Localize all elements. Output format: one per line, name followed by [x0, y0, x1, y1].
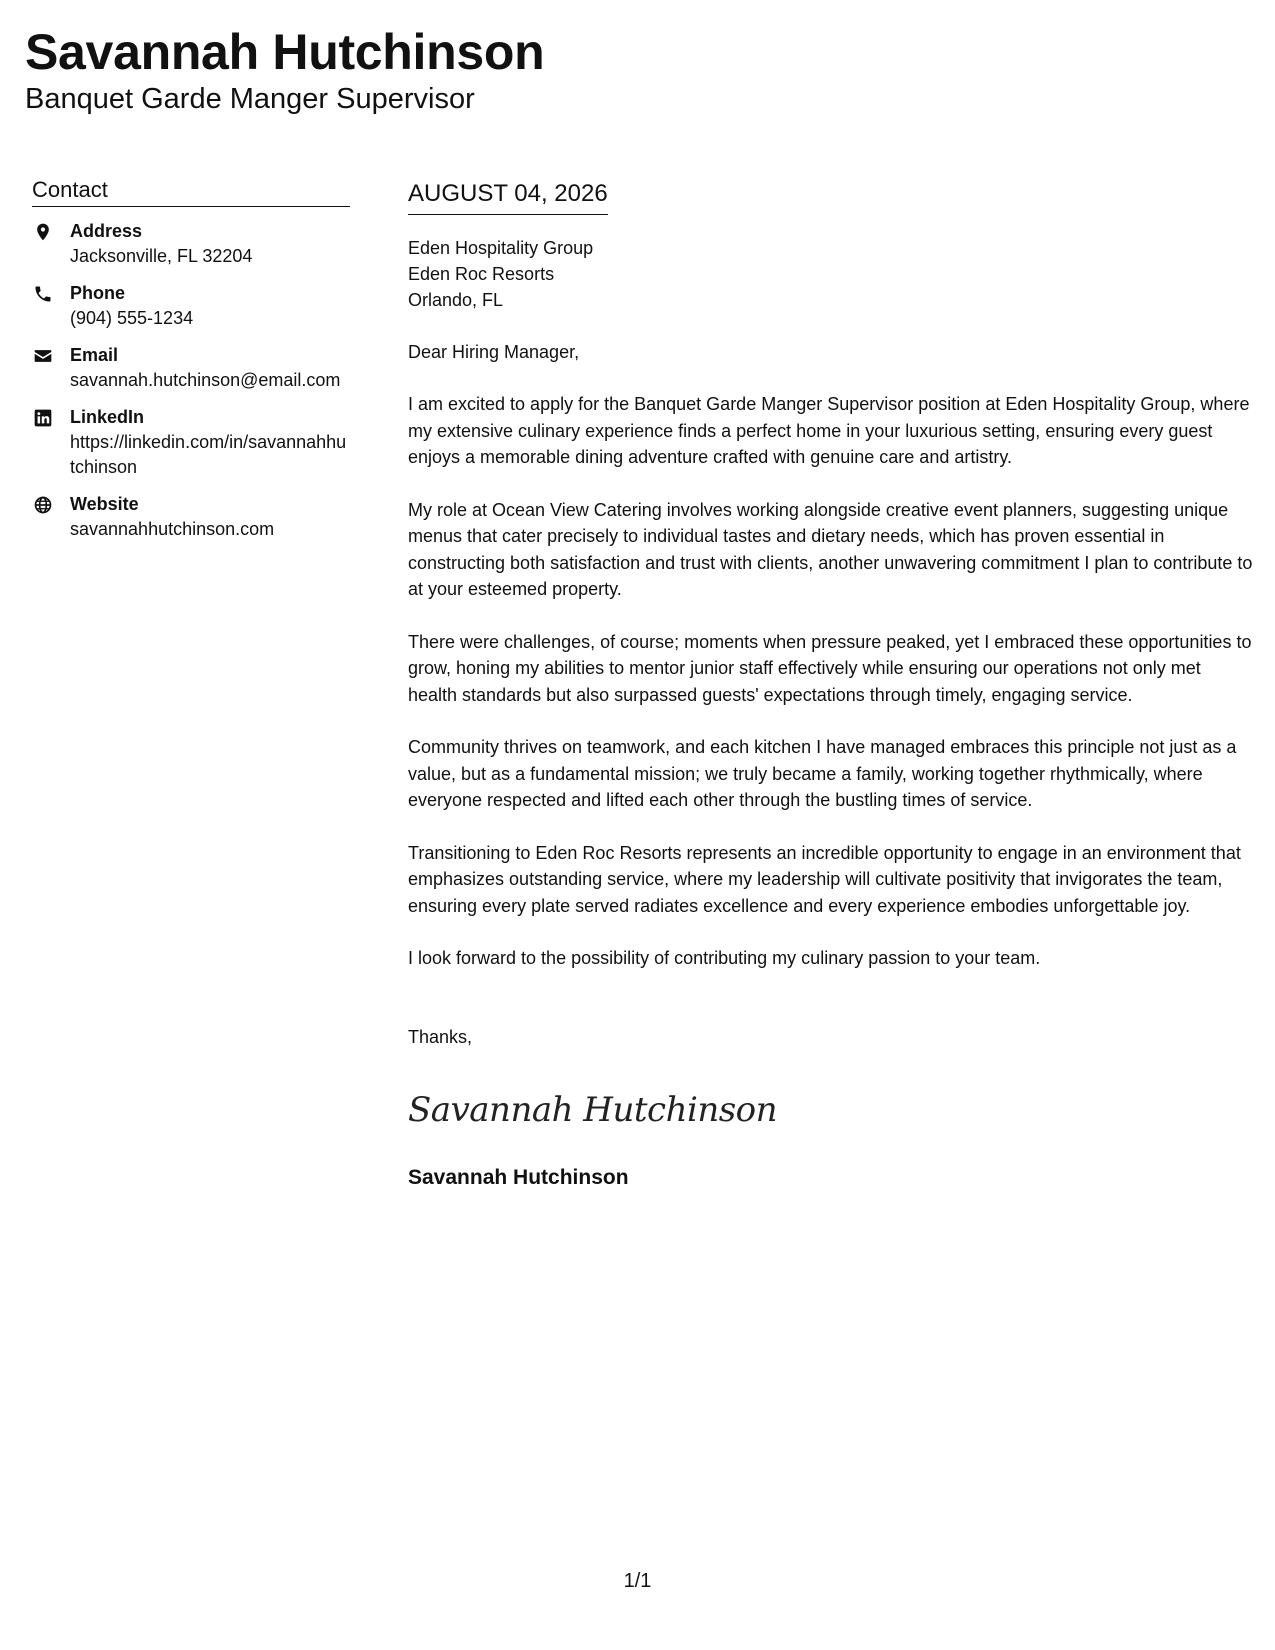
letter-paragraph: I am excited to apply for the Banquet Garde Manger Supervisor position at Eden Hospitality Group, where my extensive culinary experience finds a perfect home in your luxurious setting, ensuring every guest enjoys a memorable dining adventure crafted with genuine care and artistry.: [408, 394, 1250, 467]
contact-item-phone: [32, 281, 350, 331]
linkedin-icon: [32, 407, 54, 429]
globe-icon: [32, 494, 54, 516]
contact-label: Website: [70, 494, 139, 514]
contact-label: Email: [70, 345, 119, 365]
greeting: Dear Hiring Manager,: [408, 342, 580, 362]
contact-item-address: [32, 219, 350, 269]
recipient-line: Eden Roc Resorts: [408, 264, 555, 284]
map-pin-icon: [32, 221, 54, 243]
linkedin-value[interactable]: https://linkedin.com/in/savannahhutchinson: [70, 432, 347, 477]
contact-item-email: [32, 343, 350, 393]
contact-heading: Contact: [32, 176, 350, 207]
applicant-name: Savannah Hutchinson: [25, 24, 545, 80]
job-title: Banquet Garde Manger Supervisor: [25, 83, 475, 115]
closing: Thanks,: [408, 1026, 473, 1047]
resume-header: [25, 22, 544, 116]
signer-name: Savannah Hutchinson: [408, 1165, 629, 1189]
website-value[interactable]: savannahhutchinson.com: [70, 519, 275, 539]
letter-paragraph: Community thrives on teamwork, and each kitchen I have managed embraces this principle not just as a value, but as a fundamental mission; we truly became a family, working together rhythmically, where everyone respected and lifted each other through the bustling times of service.: [408, 737, 1237, 810]
recipient-block: [408, 235, 1253, 313]
letter-paragraph: Transitioning to Eden Roc Resorts represents an incredible opportunity to engage in an environment that emphasizes outstanding service, where my leadership will cultivate positivity that invigorates the team, ensuring every plate served radiates excellence and every experience embodies unforgettable joy.: [408, 842, 1241, 916]
contact-label: Address: [70, 221, 143, 241]
page-number: 1/1: [623, 1570, 652, 1592]
letter-paragraph: There were challenges, of course; moments when pressure peaked, yet I embraced these opportunities to grow, honing my abilities to mentor junior staff effectively while ensuring our operations not only met health standards but also surpassed guests' expectations through timely, engaging service.: [408, 631, 1252, 705]
phone-icon: [32, 283, 54, 305]
letter-paragraph: My role at Ocean View Catering involves working alongside creative event planners, suggesting unique menus that cater precisely to individual tastes and dietary needs, which has proven essential in constructing both satisfaction and trust with clients, another unwavering commitment I plan to contribute to at your esteemed property.: [408, 499, 1253, 599]
contact-label: LinkedIn: [70, 407, 145, 427]
contact-label: Phone: [70, 283, 126, 303]
handwritten-signature: Savannah Hutchinson: [408, 1089, 778, 1130]
phone-value: (904) 555-1234: [70, 308, 194, 328]
letter-date: AUGUST 04, 2026: [408, 178, 608, 215]
address-value: Jacksonville, FL 32204: [70, 246, 253, 266]
recipient-line: Eden Hospitality Group: [408, 238, 594, 258]
contact-sidebar: [32, 176, 350, 554]
letter-body: [408, 178, 1253, 1192]
envelope-icon: [32, 345, 54, 367]
contact-item-linkedin: [32, 405, 350, 480]
recipient-line: Orlando, FL: [408, 290, 504, 310]
contact-item-website: [32, 492, 350, 542]
letter-paragraph: I look forward to the possibility of contributing my culinary passion to your team.: [408, 948, 1041, 968]
email-value[interactable]: savannah.hutchinson@email.com: [70, 370, 341, 390]
